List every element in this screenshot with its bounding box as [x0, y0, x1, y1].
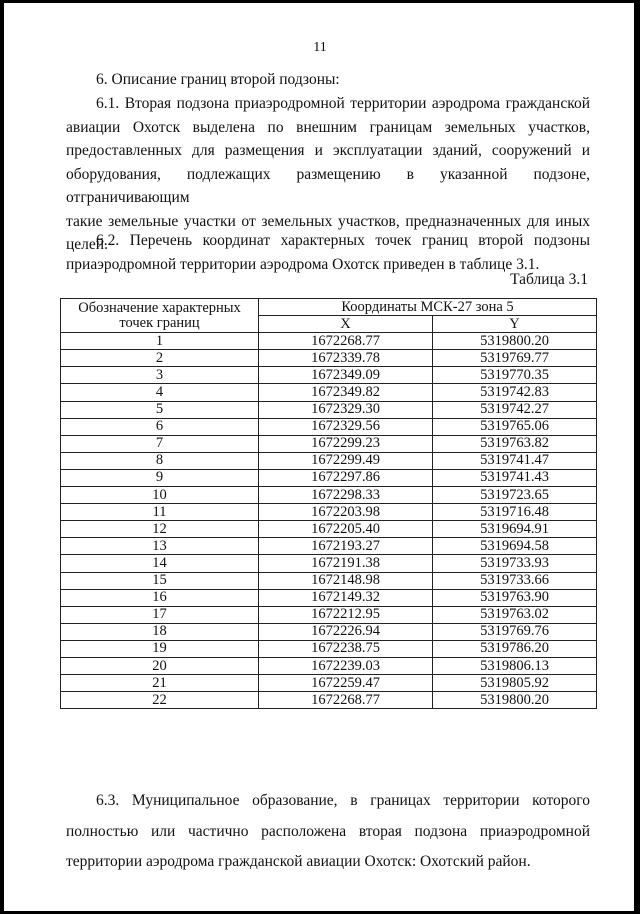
cell-x: 1672268.77 — [259, 692, 433, 709]
cell-y: 5319806.13 — [433, 657, 597, 674]
table-row — [61, 589, 597, 606]
table-row — [61, 435, 597, 452]
cell-y: 5319763.90 — [433, 589, 597, 606]
table-row — [61, 692, 597, 709]
table-row — [61, 401, 597, 418]
cell-x: 1672191.38 — [259, 555, 433, 572]
table-row — [61, 572, 597, 589]
cell-point: 5 — [61, 401, 259, 418]
table-row — [61, 521, 597, 538]
table-row — [61, 333, 597, 350]
table-row — [61, 555, 597, 572]
cell-x: 1672212.95 — [259, 606, 433, 623]
cell-point: 7 — [61, 435, 259, 452]
cell-point: 18 — [61, 623, 259, 640]
cell-x: 1672299.23 — [259, 435, 433, 452]
cell-y: 5319694.91 — [433, 521, 597, 538]
table-row — [61, 384, 597, 401]
cell-point: 9 — [61, 469, 259, 486]
table-row — [61, 418, 597, 435]
cell-x: 1672298.33 — [259, 487, 433, 504]
cell-point: 19 — [61, 640, 259, 657]
table-row — [61, 504, 597, 521]
cell-y: 5319733.93 — [433, 555, 597, 572]
p61-line: оборудования, подлежащих размещению в указанной подзоне, отграничивающим — [66, 165, 590, 206]
cell-y: 5319763.02 — [433, 606, 597, 623]
p61-line: авиации Охотск выделена по внешним границам земельных участков, — [66, 118, 590, 136]
cell-point: 22 — [61, 692, 259, 709]
cell-x: 1672239.03 — [259, 657, 433, 674]
page-number: 11 — [313, 40, 327, 55]
p63-line: полностью или частично расположена вторая подзона приаэродромной — [66, 822, 590, 840]
cell-y: 5319741.43 — [433, 469, 597, 486]
cell-y: 5319805.92 — [433, 675, 597, 692]
table-row — [61, 675, 597, 692]
cell-y: 5319742.27 — [433, 401, 597, 418]
cell-x: 1672299.49 — [259, 452, 433, 469]
cell-point: 10 — [61, 487, 259, 504]
cell-point: 3 — [61, 367, 259, 384]
cell-x: 1672238.75 — [259, 640, 433, 657]
cell-x: 1672149.32 — [259, 589, 433, 606]
cell-x: 1672148.98 — [259, 572, 433, 589]
p63-line: территории аэродрома гражданской авиации Охотск: Охотский район. — [66, 853, 531, 870]
p61-line: такие земельные участки от земельных участков, предназначенных для иных — [66, 212, 590, 230]
cell-point: 20 — [61, 657, 259, 674]
cell-y: 5319770.35 — [433, 367, 597, 384]
cell-point: 17 — [61, 606, 259, 623]
header-point-designation: Обозначение характерных точек границ — [61, 299, 259, 333]
p61-line: 6.1. Вторая подзона приаэродромной территории аэродрома гражданской — [96, 95, 590, 112]
cell-point: 14 — [61, 555, 259, 572]
table-row — [61, 350, 597, 367]
cell-y: 5319769.77 — [433, 350, 597, 367]
paragraph-6-2 — [66, 229, 590, 276]
cell-y: 5319694.58 — [433, 538, 597, 555]
cell-y: 5319765.06 — [433, 418, 597, 435]
table-row — [61, 538, 597, 555]
cell-point: 8 — [61, 452, 259, 469]
cell-y: 5319733.66 — [433, 572, 597, 589]
cell-x: 1672203.98 — [259, 504, 433, 521]
cell-y: 5319800.20 — [433, 692, 597, 709]
cell-point: 13 — [61, 538, 259, 555]
cell-point: 21 — [61, 675, 259, 692]
cell-x: 1672329.56 — [259, 418, 433, 435]
cell-x: 1672268.77 — [259, 333, 433, 350]
cell-point: 11 — [61, 504, 259, 521]
cell-x: 1672349.82 — [259, 384, 433, 401]
table-row — [61, 657, 597, 674]
cell-x: 1672339.78 — [259, 350, 433, 367]
section-heading: 6. Описание границ второй подзоны: — [96, 71, 340, 88]
table-row — [61, 367, 597, 384]
cell-y: 5319769.76 — [433, 623, 597, 640]
table-caption: Таблица 3.1 — [510, 271, 588, 288]
cell-y: 5319786.20 — [433, 640, 597, 657]
cell-x: 1672205.40 — [259, 521, 433, 538]
header-coordinate-system: Координаты МСК-27 зона 5 — [259, 299, 597, 316]
table-row — [61, 469, 597, 486]
cell-y: 5319763.82 — [433, 435, 597, 452]
cell-point: 15 — [61, 572, 259, 589]
cell-y: 5319742.83 — [433, 384, 597, 401]
table-row — [61, 452, 597, 469]
header-x: X — [259, 316, 433, 333]
cell-y: 5319741.47 — [433, 452, 597, 469]
cell-y: 5319800.20 — [433, 333, 597, 350]
table-row — [61, 606, 597, 623]
table-row — [61, 640, 597, 657]
paragraph-6-3 — [66, 789, 590, 874]
cell-point: 12 — [61, 521, 259, 538]
cell-point: 16 — [61, 589, 259, 606]
table-row — [61, 623, 597, 640]
p62-line: 6.2. Перечень координат характерных точек границ второй подзоны — [96, 232, 590, 249]
cell-point: 4 — [61, 384, 259, 401]
cell-x: 1672349.09 — [259, 367, 433, 384]
cell-point: 1 — [61, 333, 259, 350]
cell-y: 5319716.48 — [433, 504, 597, 521]
cell-y: 5319723.65 — [433, 487, 597, 504]
cell-x: 1672259.47 — [259, 675, 433, 692]
p63-line: 6.3. Муниципальное образование, в границах территории которого — [96, 792, 590, 809]
cell-x: 1672193.27 — [259, 538, 433, 555]
table-row — [61, 487, 597, 504]
p61-line: предоставленных для размещения и эксплуатации зданий, сооружений и — [66, 142, 590, 159]
coordinates-table — [60, 298, 597, 709]
cell-point: 2 — [61, 350, 259, 367]
cell-x: 1672226.94 — [259, 623, 433, 640]
cell-x: 1672297.86 — [259, 469, 433, 486]
p61-line: целей. — [66, 236, 108, 253]
header-y: Y — [433, 316, 597, 333]
cell-point: 6 — [61, 418, 259, 435]
cell-x: 1672329.30 — [259, 401, 433, 418]
p62-line: приаэродромной территории аэродрома Охотск приведен в таблице 3.1. — [66, 255, 540, 273]
